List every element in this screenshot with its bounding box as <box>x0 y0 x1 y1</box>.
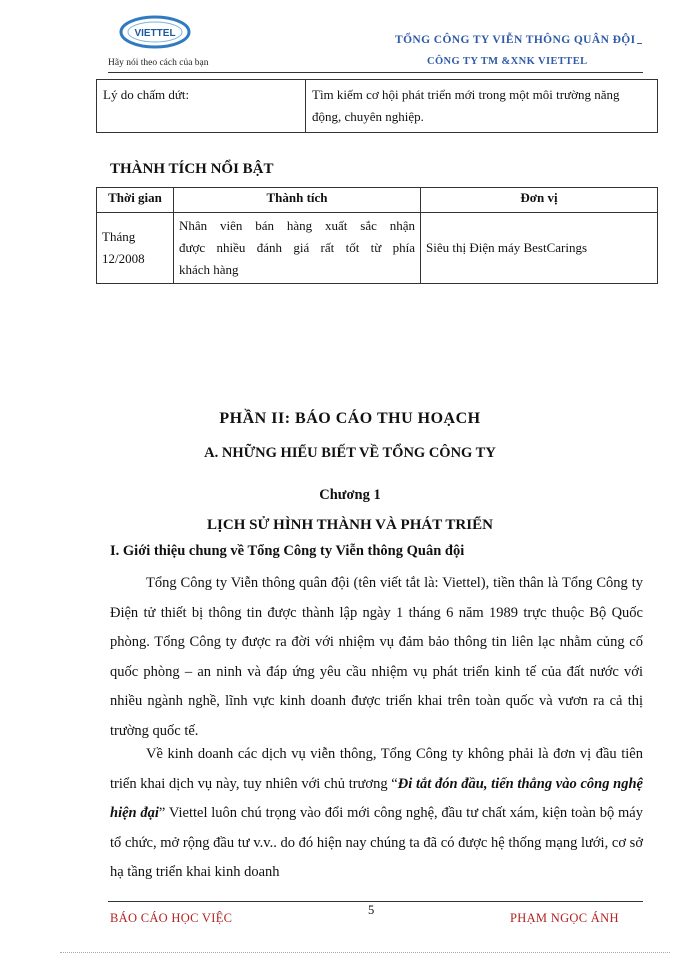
achievement-line: được nhiều đánh giá rất tốt từ phía <box>179 240 415 255</box>
section-a-title: A. NHỮNG HIỂU BIẾT VỀ TỔNG CÔNG TY <box>204 445 496 461</box>
achievements-table <box>96 187 658 284</box>
paragraph-2 <box>110 740 643 888</box>
table-header-row <box>97 188 658 213</box>
svg-text:VIETTEL: VIETTEL <box>134 28 176 39</box>
page-header <box>0 0 700 75</box>
column-header-unit: Đơn vị <box>421 188 658 213</box>
chapter-number: Chương 1 <box>319 487 381 503</box>
page-bottom-border <box>60 952 670 953</box>
termination-table <box>96 79 658 133</box>
achievement-time: Tháng 12/2008 <box>97 213 174 284</box>
header-slogan: Hãy nói theo cách của bạn <box>108 58 209 68</box>
column-header-time: Thời gian <box>97 188 174 213</box>
achievement-line: Nhân viên bán hàng xuất sắc nhận <box>179 218 415 233</box>
achievements-title: THÀNH TÍCH NỔI BẬT <box>110 161 274 177</box>
column-header-achievement: Thành tích <box>174 188 421 213</box>
paragraph-2-text-after: ” Viettel luôn chú trọng vào đổi mới công nghệ, đầu tư chất xám, kiện toàn bộ máy tổ chức, mở rộng đầu tư v.v.. do đó hiện nay chúng ta đã có được hệ thống mạng lưới, cơ sở hạ tầng triển khai kinh doanh <box>110 805 643 880</box>
paragraph-2-text-before: Về kinh doanh các dịch vụ viễn thông, Tổng Công ty không phải là đơn vị đầu tiên triển khai dịch vụ này, tuy nhiên với chủ trương “ <box>110 746 643 792</box>
table-row <box>97 213 658 284</box>
paragraph-1: Tổng Công ty Viễn thông quân đội (tên viết tắt là: Viettel), tiền thân là Tổng Công ty Điện tử thiết bị thông tin được thành lập ngày 1 tháng 6 năm 1989 trực thuộc Bộ Quốc phòng. Tổng Công ty được ra đời với nhiệm vụ đảm bảo thông tin liên lạc nhằm củng cố quốc phòng – an ninh và đáp ứng yêu cầu nhiệm vụ phát triển kinh tế của đất nước với nhiều ngành nghề, lĩnh vực kinh doanh được triển khai trên toàn quốc và vươn ra cả thị trường quốc tế. <box>110 575 643 739</box>
achievement-unit: Siêu thị Điện máy BestCarings <box>421 213 658 284</box>
footer-divider <box>108 901 643 902</box>
table-row <box>97 80 658 133</box>
chapter-title: LỊCH SỬ HÌNH THÀNH VÀ PHÁT TRIỂN <box>207 517 493 533</box>
footer-left-text: BÁO CÁO HỌC VIỆC <box>110 911 233 925</box>
part-title: PHẦN II: BÁO CÁO THU HOẠCH <box>219 410 481 427</box>
paragraph-2-emphasis: Đi tắt đón đầu, tiến thẳng vào công nghệ hiện đại <box>110 775 643 821</box>
header-company-line1: TỔNG CÔNG TY VIỄN THÔNG QUÂN ĐỘI <box>395 34 636 46</box>
achievement-line: khách hàng <box>179 262 239 277</box>
header-dash <box>637 43 642 44</box>
footer-right-text: PHẠM NGỌC ÁNH <box>510 911 619 925</box>
page-number: 5 <box>368 903 375 917</box>
viettel-logo-icon <box>118 14 192 50</box>
header-company-line2: CÔNG TY TM &XNK VIETTEL <box>427 56 588 67</box>
achievement-text <box>174 213 421 284</box>
section-heading: I. Giới thiệu chung về Tổng Công ty Viễn thông Quân đội <box>110 543 465 559</box>
termination-label: Lý do chấm dứt: <box>97 80 306 133</box>
header-divider <box>108 72 643 73</box>
termination-value: Tìm kiếm cơ hội phát triển mới trong một môi trường năng động, chuyên nghiệp. <box>306 80 658 133</box>
